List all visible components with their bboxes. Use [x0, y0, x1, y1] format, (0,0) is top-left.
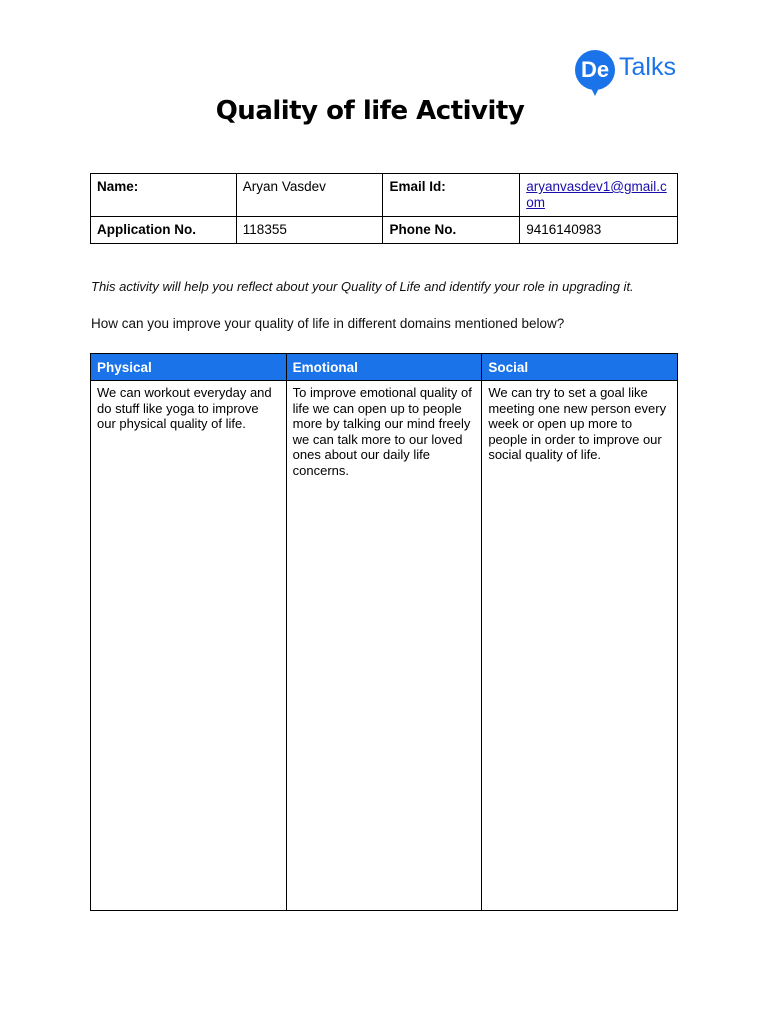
- email-cell: [520, 174, 678, 217]
- phone-label: Phone No.: [383, 217, 520, 244]
- table-header-row: [91, 354, 678, 381]
- page-title: Quality of life Activity: [215, 96, 525, 126]
- email-link[interactable]: aryanvasdev1@gmail.com: [526, 179, 667, 210]
- physical-answer: We can workout everyday and do stuff like yoga to improve our physical quality of life.: [91, 381, 287, 911]
- social-answer: We can try to set a goal like meeting one new person every week or open up more to people in order to improve our social quality of life.: [482, 381, 678, 911]
- application-no-label: Application No.: [91, 217, 237, 244]
- detalks-logo: [575, 50, 685, 98]
- intro-text: This activity will help you reflect about your Quality of Life and identify your role in upgrading it.: [91, 279, 634, 294]
- social-heading: Social: [482, 354, 678, 381]
- physical-heading: Physical: [91, 354, 287, 381]
- table-row: [91, 217, 678, 244]
- emotional-heading: Emotional: [286, 354, 482, 381]
- question-text: How can you improve your quality of life in different domains mentioned below?: [91, 316, 565, 331]
- applicant-info-table: [90, 173, 678, 244]
- name-value: Aryan Vasdev: [236, 174, 383, 217]
- logo-mark: De: [580, 57, 610, 82]
- table-row: [91, 174, 678, 217]
- domains-table: [90, 353, 678, 911]
- email-label: Email Id:: [383, 174, 520, 217]
- emotional-answer: To improve emotional quality of life we can open up to people more by talking our mind freely we can talk more to our loved ones about our daily life concerns.: [286, 381, 482, 911]
- table-row: [91, 381, 678, 911]
- phone-value: 9416140983: [520, 217, 678, 244]
- name-label: Name:: [91, 174, 237, 217]
- application-no-value: 118355: [236, 217, 383, 244]
- logo-wordmark: Talks: [619, 53, 676, 81]
